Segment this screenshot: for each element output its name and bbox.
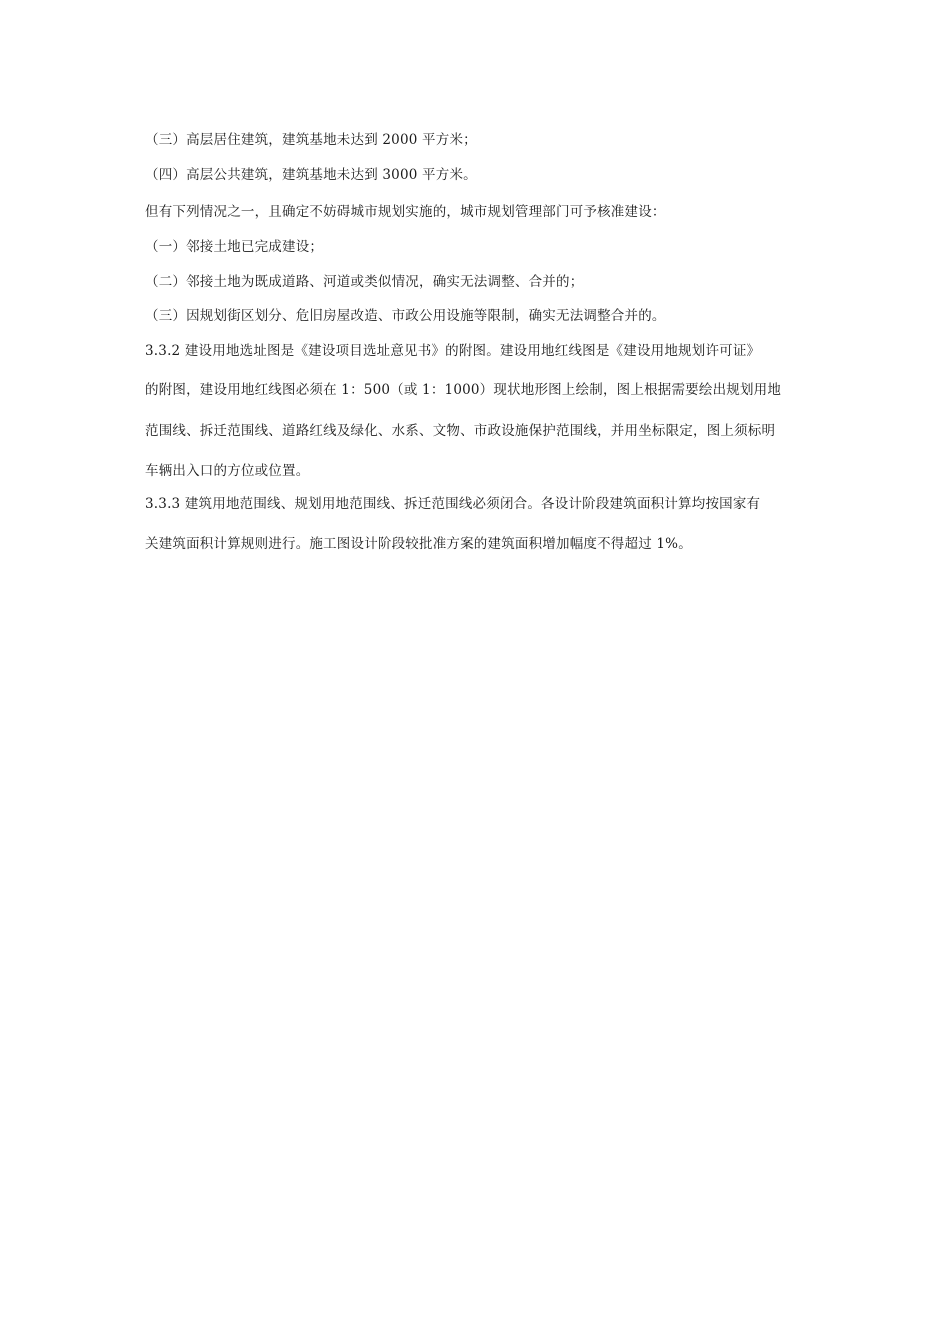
clause-3-3-2-line-4: 车辆出入口的方位或位置。 xyxy=(145,463,310,479)
exception-item-2: （二）邻接土地为既成道路、河道或类似情况，确实无法调整、合并的； xyxy=(145,274,584,290)
exception-item-1: （一）邻接土地已完成建设； xyxy=(145,239,324,255)
exception-item-3: （三）因规划街区划分、危旧房屋改造、市政公用设施等限制，确实无法调整合并的。 xyxy=(145,308,666,324)
clause-3-3-3-line-2: 关建筑面积计算规则进行。施工图设计阶段较批准方案的建筑面积增加幅度不得超过 1%。 xyxy=(145,536,692,552)
clause-3-3-3-line-1: 3.3.3 建筑用地范围线、规划用地范围线、拆迁范围线必须闭合。各设计阶段建筑面积计算均按国家有 xyxy=(145,496,761,512)
clause-3-3-2-line-2: 的附图，建设用地红线图必须在 1：500（或 1：1000）现状地形图上绘制，图上根据需要绘出规划用地 xyxy=(145,382,782,398)
item-high-rise-public: （四）高层公共建筑，建筑基地未达到 3000 平方米。 xyxy=(145,167,477,183)
item-high-rise-residential: （三）高层居住建筑，建筑基地未达到 2000 平方米； xyxy=(145,132,477,148)
clause-3-3-2-line-3: 范围线、拆迁范围线、道路红线及绿化、水系、文物、市政设施保护范围线，并用坐标限定，图上须标明 xyxy=(145,423,776,439)
exception-intro: 但有下列情况之一，且确定不妨碍城市规划实施的，城市规划管理部门可予核准建设： xyxy=(145,204,666,220)
clause-3-3-2-line-1: 3.3.2 建设用地选址图是《建设项目选址意见书》的附图。建设用地红线图是《建设用地规划许可证》 xyxy=(145,343,761,359)
